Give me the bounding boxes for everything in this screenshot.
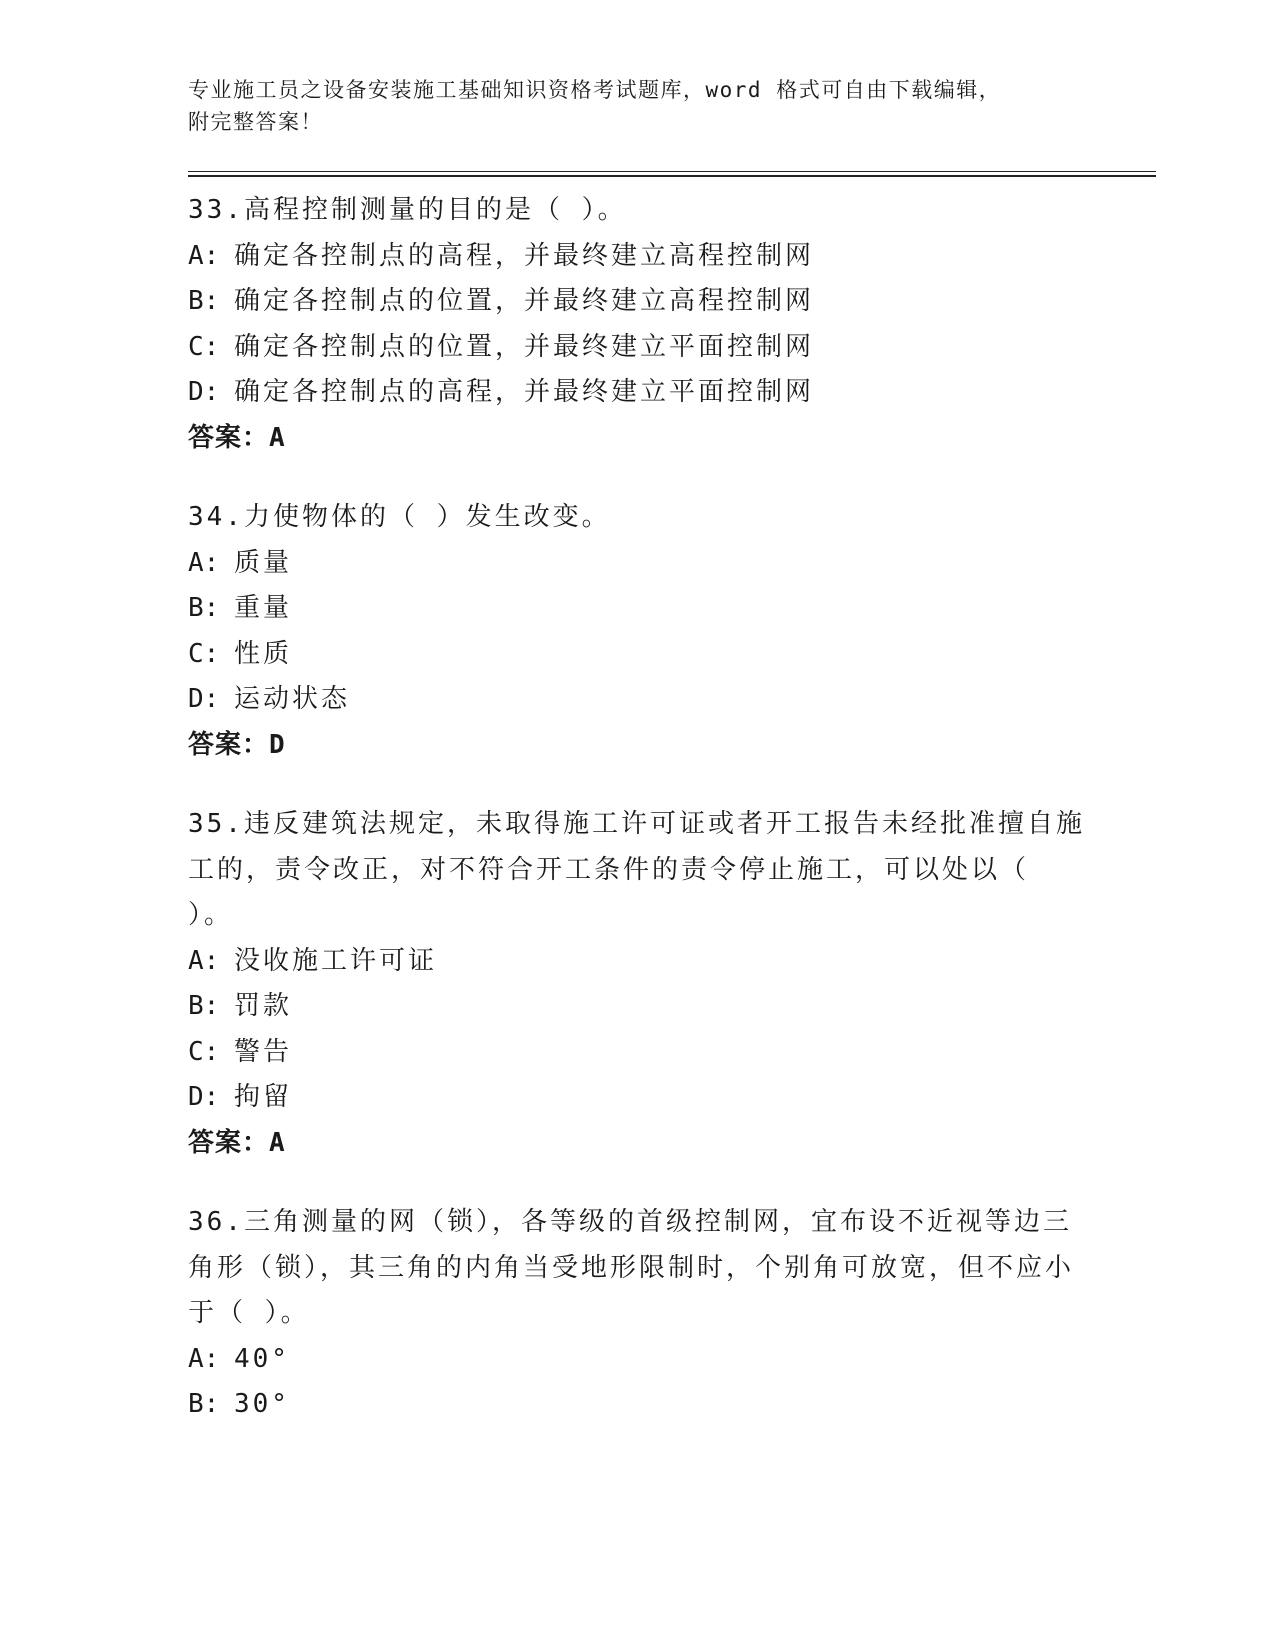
option-text: 确定各控制点的位置，并最终建立平面控制网 bbox=[234, 331, 815, 362]
question-35 bbox=[188, 802, 1088, 1166]
option-text: 40° bbox=[234, 1343, 290, 1374]
question-34 bbox=[188, 495, 1088, 768]
option-a bbox=[188, 234, 1088, 280]
option-text: 拘留 bbox=[234, 1082, 293, 1112]
option-text: 警告 bbox=[234, 1036, 293, 1067]
option-d bbox=[188, 1075, 1088, 1121]
option-c bbox=[188, 632, 1088, 678]
answer-line: 答案：D bbox=[188, 729, 286, 760]
answer-line: 答案：A bbox=[188, 422, 286, 453]
option-b bbox=[188, 279, 1088, 325]
answer-line: 答案：A bbox=[188, 1127, 286, 1158]
option-d bbox=[188, 370, 1088, 416]
option-key: D: bbox=[188, 1082, 220, 1112]
option-text: 质量 bbox=[234, 547, 293, 578]
option-key: B: bbox=[188, 991, 220, 1021]
question-33 bbox=[188, 188, 1088, 461]
header-line-2: 附完整答案！ bbox=[188, 110, 323, 134]
option-text: 运动状态 bbox=[234, 684, 351, 714]
option-b bbox=[188, 586, 1088, 632]
option-key: D: bbox=[188, 684, 220, 714]
option-a bbox=[188, 1337, 1088, 1383]
option-key: A: bbox=[188, 240, 220, 271]
option-key: C: bbox=[188, 638, 220, 669]
question-text: 36.三角测量的网（锁），各等级的首级控制网，宜布设不近视等边三角形（锁），其三角的内角当受地形限制时，个别角可放宽，但不应小于（ ）。 bbox=[188, 1207, 1075, 1328]
question-text: 34.力使物体的（ ）发生改变。 bbox=[188, 502, 611, 532]
option-key: C: bbox=[188, 331, 220, 362]
option-text: 性质 bbox=[234, 638, 293, 669]
header-rule-thick bbox=[188, 175, 1156, 177]
option-key: A: bbox=[188, 547, 220, 578]
option-key: A: bbox=[188, 945, 220, 976]
document-header bbox=[188, 74, 1068, 138]
option-key: B: bbox=[188, 593, 220, 623]
option-d bbox=[188, 677, 1088, 723]
option-key: D: bbox=[188, 377, 220, 407]
option-text: 罚款 bbox=[234, 991, 293, 1021]
option-key: B: bbox=[188, 1389, 220, 1419]
option-text: 没收施工许可证 bbox=[234, 945, 438, 976]
option-text: 30° bbox=[234, 1389, 290, 1419]
option-key: C: bbox=[188, 1036, 220, 1067]
option-c bbox=[188, 1030, 1088, 1076]
option-text: 确定各控制点的高程，并最终建立高程控制网 bbox=[234, 240, 815, 271]
question-list bbox=[188, 188, 1088, 1462]
question-36 bbox=[188, 1200, 1088, 1428]
option-text: 确定各控制点的位置，并最终建立高程控制网 bbox=[234, 286, 815, 316]
option-key: B: bbox=[188, 286, 220, 316]
option-key: A: bbox=[188, 1343, 220, 1374]
option-b bbox=[188, 1382, 1088, 1428]
header-rule-thin bbox=[188, 171, 1156, 172]
question-text: 33.高程控制测量的目的是（ ）。 bbox=[188, 195, 627, 225]
header-line-1: 专业施工员之设备安装施工基础知识资格考试题库，word 格式可自由下载编辑， bbox=[188, 78, 1002, 102]
option-text: 重量 bbox=[234, 593, 293, 623]
question-text: 35.违反建筑法规定，未取得施工许可证或者开工报告未经批准擅自施工的，责令改正，对不符合开工条件的责令停止施工，可以处以（ ）。 bbox=[188, 809, 1085, 930]
option-a bbox=[188, 939, 1088, 985]
option-text: 确定各控制点的高程，并最终建立平面控制网 bbox=[234, 377, 815, 407]
option-b bbox=[188, 984, 1088, 1030]
option-c bbox=[188, 325, 1088, 371]
option-a bbox=[188, 541, 1088, 587]
